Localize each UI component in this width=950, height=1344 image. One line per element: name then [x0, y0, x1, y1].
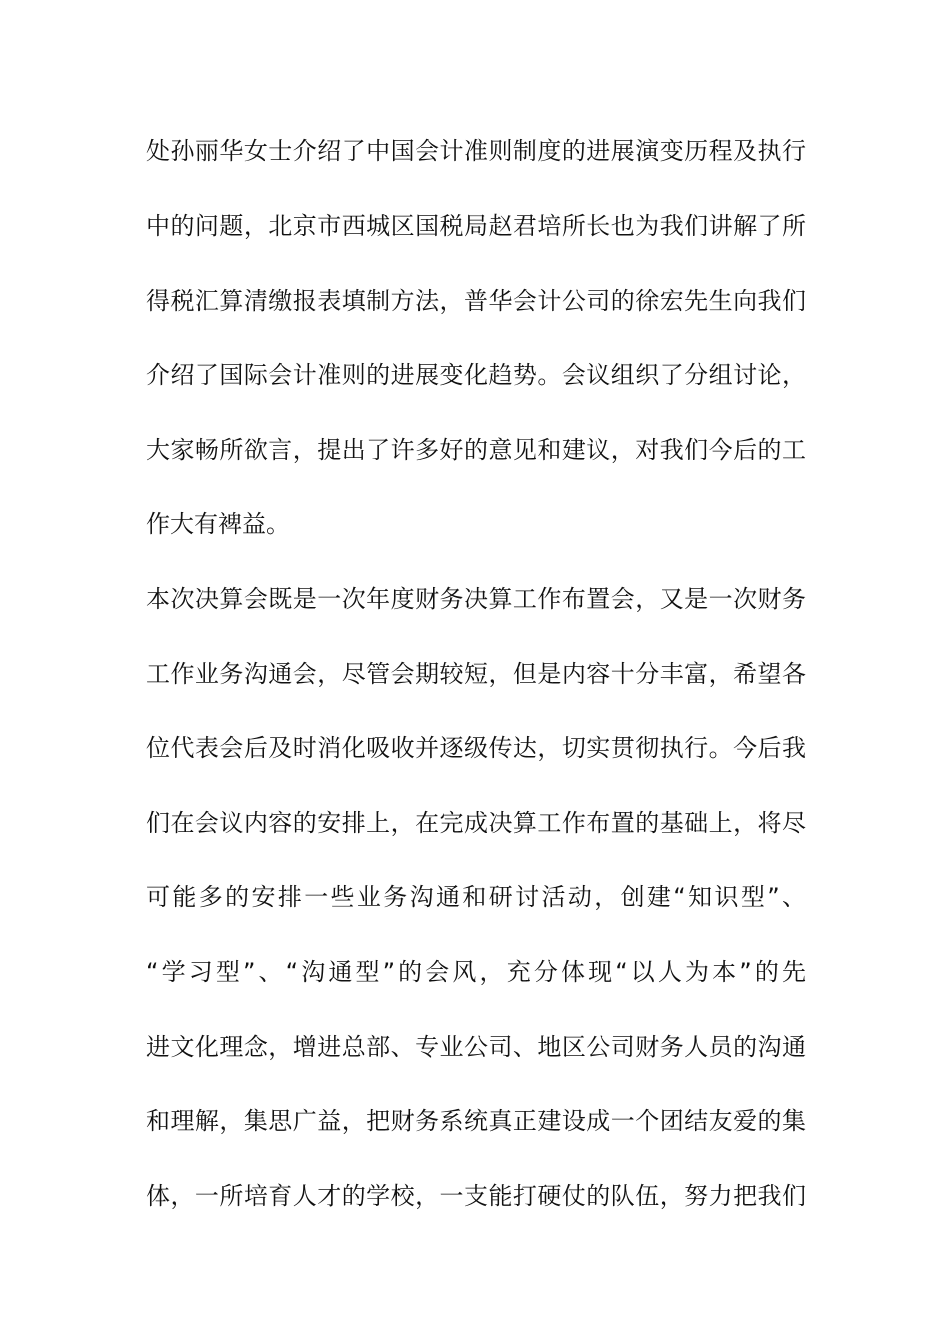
text-line: 作大有裨益。	[146, 510, 290, 538]
text-line: 和理解，集思广益，把财务系统真正建设成一个团结友爱的集	[146, 1107, 806, 1135]
text-line: 可能多的安排一些业务沟通和研讨活动，创建“知识型”、	[146, 883, 806, 911]
text-line: 位代表会后及时消化吸收并逐级传达，切实贯彻执行。今后我	[146, 734, 806, 762]
text-line: 本次决算会既是一次年度财务决算工作布置会，又是一次财务	[146, 585, 806, 613]
text-line: 进文化理念，增进总部、专业公司、地区公司财务人员的沟通	[146, 1033, 806, 1061]
text-line: 中的问题，北京市西城区国税局赵君培所长也为我们讲解了所	[146, 212, 806, 240]
text-line: 介绍了国际会计准则的进展变化趋势。会议组织了分组讨论，	[146, 361, 806, 389]
text-line: 们在会议内容的安排上，在完成决算工作布置的基础上，将尽	[146, 809, 806, 837]
text-line: 大家畅所欲言，提出了许多好的意见和建议，对我们今后的工	[146, 436, 806, 464]
text-line: 得税汇算清缴报表填制方法，普华会计公司的徐宏先生向我们	[146, 287, 806, 315]
text-line: 工作业务沟通会，尽管会期较短，但是内容十分丰富，希望各	[146, 660, 806, 688]
text-line: 处孙丽华女士介绍了中国会计准则制度的进展演变历程及执行	[146, 137, 806, 165]
text-line: “学习型”、“沟通型”的会风，充分体现“以人为本”的先	[146, 958, 806, 986]
text-line: 体，一所培育人才的学校，一支能打硬仗的队伍，努力把我们	[146, 1182, 806, 1210]
